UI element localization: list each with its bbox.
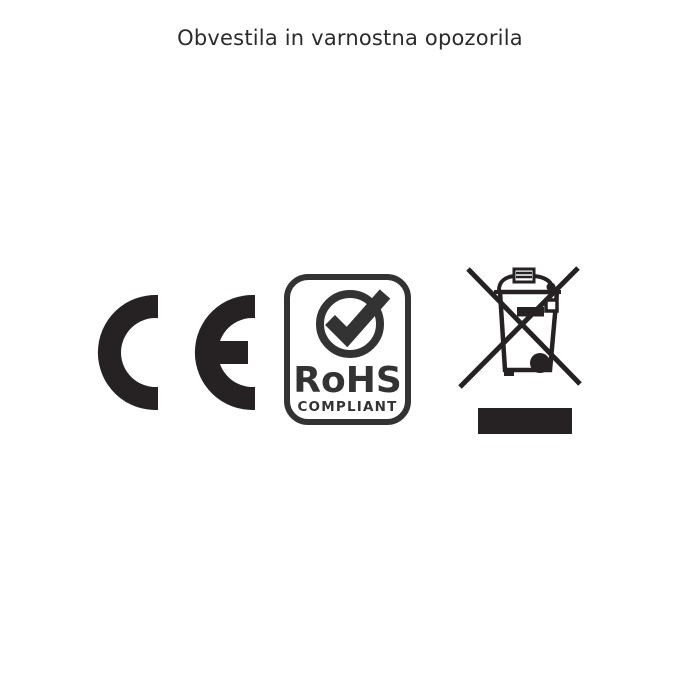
ce-letters (98, 295, 255, 410)
weee-black-bar (478, 408, 572, 434)
rohs-checkmark-icon (290, 282, 405, 362)
weee-bin-icon (459, 266, 583, 436)
rohs-sublabel: COMPLIANT (297, 399, 398, 415)
rohs-compliant-badge (284, 274, 411, 425)
rohs-label: RoHS (293, 360, 402, 401)
ce-mark-icon (98, 295, 255, 410)
page-title: Obvestila in varnostna opozorila (177, 26, 523, 50)
